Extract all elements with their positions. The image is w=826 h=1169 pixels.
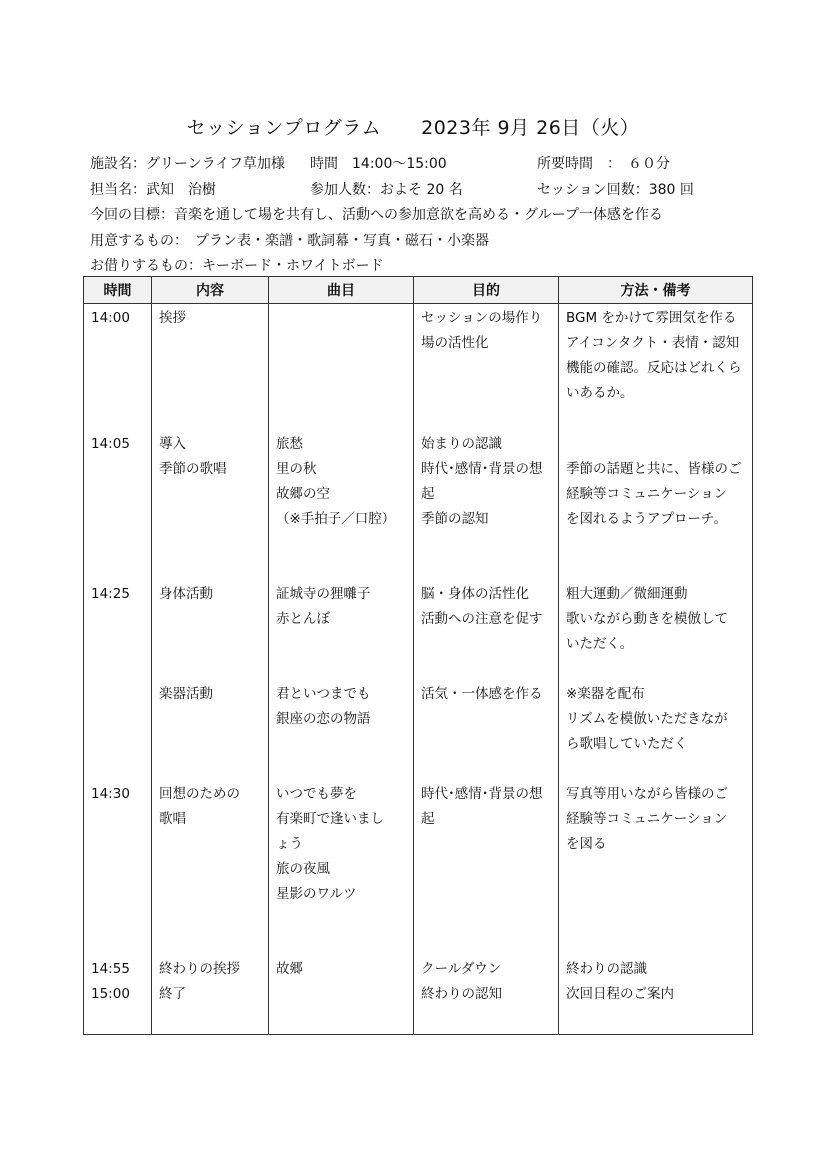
content-line: 歌唱 — [159, 810, 186, 827]
cell-content — [152, 682, 269, 782]
method-line: 写真等用いながら皆様のご — [566, 785, 728, 802]
purpose-line: 脳・身体の活性化 — [421, 585, 529, 602]
songs-line: 里の秋 — [276, 460, 317, 477]
header-content: 内容 — [152, 277, 269, 304]
purpose-line: 活動への注意を促す — [421, 610, 543, 627]
cell-time — [84, 682, 152, 782]
songs-line: 君といつまでも — [276, 685, 371, 702]
purpose-line: 起 — [421, 810, 435, 827]
method-line: いあるか。 — [566, 385, 634, 401]
table-row — [84, 304, 753, 432]
method-line: BGM をかけて雰囲気を作る — [566, 310, 737, 326]
cell-songs — [269, 957, 414, 1035]
cell-content — [152, 432, 269, 582]
staff-name: 担当名：武知 治樹 — [90, 182, 216, 198]
content-line: 楽器活動 — [159, 685, 213, 702]
table-row — [84, 682, 753, 782]
cell-time — [84, 432, 152, 582]
cell-content — [152, 582, 269, 682]
time-line: 14:05 — [91, 435, 130, 452]
purpose-line: 場の活性化 — [421, 335, 489, 351]
method-line — [566, 432, 746, 457]
table-body — [84, 304, 753, 1035]
cell-purpose — [414, 957, 559, 1035]
facility-name: 施設名：グリーンライフ草加様 — [90, 156, 285, 172]
cell-method — [559, 582, 753, 682]
header-time: 時間 — [84, 277, 152, 304]
time-line: 14:55 — [91, 960, 130, 977]
songs-line: 有楽町で逢いまし — [276, 810, 384, 827]
method-line: を図る — [566, 835, 607, 852]
cell-time — [84, 957, 152, 1035]
method-line: 次回日程のご案内 — [566, 985, 674, 1002]
content-line: 身体活動 — [159, 585, 213, 602]
cell-method — [559, 957, 753, 1035]
method-line: ※楽器を配布 — [566, 685, 645, 702]
songs-line: ょう — [276, 835, 303, 852]
content-line: 終わりの挨拶 — [159, 960, 240, 977]
method-line: 機能の確認。反応はどれくら — [566, 360, 742, 376]
cell-time — [84, 304, 152, 432]
method-line: リズムを模倣いただきなが — [566, 710, 728, 727]
cell-content — [152, 782, 269, 957]
header-songs: 曲目 — [269, 277, 414, 304]
cell-songs — [269, 432, 414, 582]
time-line: 14:30 — [91, 785, 130, 802]
cell-songs — [269, 782, 414, 957]
session-duration: 所要時間 ： ６０分 — [537, 156, 670, 172]
purpose-line: 終わりの認知 — [421, 985, 502, 1002]
method-line: を図れるようアプローチ。 — [566, 510, 728, 527]
participant-count: 参加人数：およそ 20 名 — [310, 182, 463, 198]
method-line: 季節の話題と共に、皆様のご — [566, 460, 742, 477]
cell-method — [559, 682, 753, 782]
cell-purpose — [414, 304, 559, 432]
purpose-line: 季節の認知 — [421, 510, 489, 527]
cell-time — [84, 782, 152, 957]
purpose-line: 活気・一体感を作る — [421, 685, 543, 702]
time-line: 15:00 — [91, 985, 130, 1002]
session-time: 時間 14:00～15:00 — [310, 156, 447, 172]
purpose-line: 起 — [421, 485, 435, 502]
items-to-prepare: 用意するもの： プラン表・楽譜・歌詞幕・写真・磁石・小楽器 — [90, 233, 489, 249]
session-date: 2023年 9月 26日（火） — [421, 117, 640, 139]
method-line: 経験等コミュニケーション — [566, 810, 728, 827]
method-line: アイコンタクト・表情・認知 — [566, 335, 740, 351]
cell-songs — [269, 304, 414, 432]
table-row — [84, 957, 753, 1035]
purpose-line: 時代･感情･背景の想 — [421, 460, 543, 477]
songs-line: 星影のワルツ — [276, 885, 357, 902]
songs-line: いつでも夢を — [276, 785, 357, 802]
cell-method — [559, 782, 753, 957]
purpose-line: クールダウン — [421, 960, 502, 977]
method-line: 粗大運動／微細運動 — [566, 585, 688, 602]
time-line: 14:25 — [91, 585, 130, 602]
header-purpose: 目的 — [414, 277, 559, 304]
method-line: いただく。 — [566, 635, 634, 652]
purpose-line: 時代･感情･背景の想 — [421, 785, 543, 802]
method-line: 歌いながら動きを模倣して — [566, 610, 728, 627]
songs-line: 故郷の空 — [276, 485, 330, 502]
cell-songs — [269, 682, 414, 782]
songs-line: （※手拍子／口腔） — [276, 510, 396, 527]
cell-method — [559, 432, 753, 582]
purpose-line: セッションの場作り — [421, 310, 543, 326]
purpose-line: 始まりの認識 — [421, 435, 502, 452]
header-method: 方法・備考 — [559, 277, 753, 304]
program-table — [83, 276, 753, 1035]
cell-songs — [269, 582, 414, 682]
cell-purpose — [414, 582, 559, 682]
cell-time — [84, 582, 152, 682]
songs-line: 証城寺の狸囃子 — [276, 585, 371, 602]
songs-line: 銀座の恋の物語 — [276, 710, 371, 727]
content-line: 導入 — [159, 435, 186, 452]
content-line: 挨拶 — [159, 310, 186, 326]
time-line: 14:00 — [91, 310, 130, 326]
session-count: セッション回数：380 回 — [537, 182, 694, 198]
page-title — [0, 113, 826, 140]
table-row — [84, 582, 753, 682]
songs-line: 旅愁 — [276, 435, 303, 452]
content-line: 回想のための — [159, 785, 240, 802]
content-line: 季節の歌唱 — [159, 460, 227, 477]
program-title: セッションプログラム — [186, 117, 382, 139]
items-to-borrow: お借りするもの：キーボード・ホワイトボード — [90, 258, 384, 274]
session-goal: 今回の目標：音楽を通して場を共有し、活動への参加意欲を高める・グループ一体感を作る — [90, 207, 663, 223]
content-line: 終了 — [159, 985, 186, 1002]
table-header-row — [84, 277, 753, 304]
table-row — [84, 782, 753, 957]
table-row — [84, 432, 753, 582]
songs-line: 赤とんぼ — [276, 610, 330, 627]
cell-purpose — [414, 682, 559, 782]
songs-line: 故郷 — [276, 960, 303, 977]
cell-purpose — [414, 432, 559, 582]
cell-purpose — [414, 782, 559, 957]
cell-method — [559, 304, 753, 432]
method-line: 終わりの認識 — [566, 960, 647, 977]
cell-content — [152, 304, 269, 432]
method-line: 経験等コミュニケーション — [566, 485, 728, 502]
songs-line: 旅の夜風 — [276, 860, 330, 877]
method-line: ら歌唱していただく — [566, 735, 688, 752]
cell-content — [152, 957, 269, 1035]
